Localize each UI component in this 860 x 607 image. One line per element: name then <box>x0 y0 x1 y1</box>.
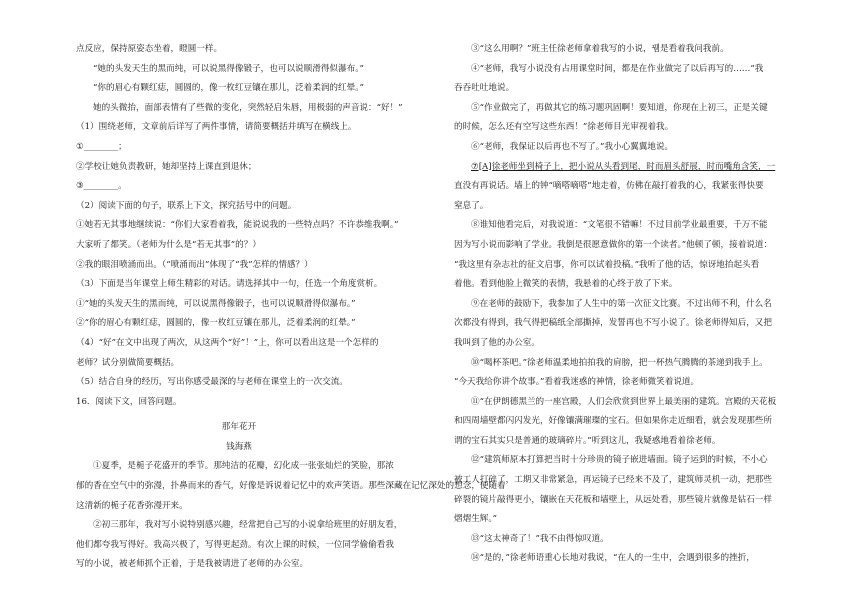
text-line: 窒息了。 <box>454 200 489 211</box>
question-1: （1）围绕老师，文章前后详写了两件事情，请简要概括并填写在横线上。 <box>76 122 357 133</box>
right-column <box>454 40 784 569</box>
question-3: （3）下面是当年课堂上师生精彩的对话。请选择其中一句，任选一个角度赏析。 <box>76 279 383 290</box>
paragraph-4: ④“老师，我写小说没有占用课堂时间，都是在作业做完了以后再写的……”我 <box>471 63 764 74</box>
text-line: 老师？试分别做简要概括。 <box>76 357 180 368</box>
text-line: 的时候，怎么还有空写这些东西！”徐老师目光审视着我。 <box>454 122 674 133</box>
question-16: 16．阅读下文，回答问题。 <box>76 396 182 407</box>
text-line: 因为写小说而影响了学业。我倒是很愿意做你的第一个读者。”他顿了顿，接着说道： <box>454 239 773 250</box>
text-line: “她的头发天生的黑而纯，可以说黑得像锻子，也可以说顺滑得似瀑布。” <box>93 63 364 74</box>
text-line: “我这里有杂志社的征文启事，你可以试着投稿。”我听了他的话，惊讶地抬起头看 <box>454 259 760 270</box>
paragraph-2: ②初三那年，我对写小说特别感兴趣，经常把自己写的小说拿给班里的好朋友看， <box>93 520 403 531</box>
text-line: 写的小说，被老师抓个正着，于是我被请进了老师的办公室。 <box>76 559 309 570</box>
question-4: （4）“好”在文中出现了两次，从这两个“好”！”上，你可以看出这是一个怎样的 <box>76 337 379 348</box>
paragraph-10: ⑩“喝杯茶吧。”徐老师温柔地拍拍我的肩膀，把一杯热气腾腾的茶递到我手上。 <box>471 357 768 368</box>
text-line: ②我的眼泪喷涌而出。（“喷涌而出”体现了“我”怎样的情感？） <box>76 259 313 270</box>
answer-blank-3: ③________。 <box>76 181 127 192</box>
paragraph-14: ⑭“是的，”徐老师语重心长地对我说，“在人的一生中，会遇到很多的挫折， <box>471 553 755 564</box>
text-line: 她的头微抬，面部表情有了些微的变化，突然轻启朱唇，用极弱的声音说：“好！” <box>93 102 403 113</box>
text-line: 和四周墙壁都闪闪发光，好像镶满璀璨的宝石。但如果你走近细看，就会发现那些所 <box>454 416 772 427</box>
text-line: ①她若无其事地继续说：“你们大家看着我，能说说我的一些特点吗？不许恭维我啊。” <box>76 220 399 231</box>
paragraph-7-underlined: ⑦[A]徐老师坐到椅子上，把小说从头看到尾，时而眉头舒展，时而嘴角含笑，一 <box>471 161 776 172</box>
text-line: 这清新的栀子花香弥漫开来。 <box>76 500 188 511</box>
article-title: 那年花开 <box>221 422 257 433</box>
text-line: ①“她的头发天生的黑而纯，可以说黑得像锻子，也可以说顺滑得似瀑布。” <box>76 298 356 309</box>
text-line: 碎裂的镜片敲得更小，镶嵌在天花板和墙壁上，从远处看，那些镜片就像是钻石一样 <box>454 494 772 505</box>
text-line: 次都没有得到，我气得把稿纸全部撕掉，发誓再也不写小说了。徐老师得知后，又把 <box>454 318 772 329</box>
paragraph-11: ⑪“在伊朗德黑兰的一座宫殿，人们会欣赏到世界上最美丽的建筑。宫殿的天花板 <box>471 396 777 407</box>
text-line: “今天我给你讲个故事。”看着我迷惑的神情，徐老师微笑着说道。 <box>454 377 700 388</box>
paragraph-3: ③“这么用啊？”班主任徐老师拿着我写的小说，뀀是看着我问我前。 <box>471 44 729 54</box>
question-5: （5）结合自身的经历，写出你感受最深的与老师在课堂上的一次交流。 <box>76 377 348 388</box>
text-line: “你的眉心有颗红痣，圆圆的，像一枚红豆镶在那儿，泛着柔润的红晕。” <box>93 83 364 94</box>
paragraph-5: ⑤“作业做完了，再做其它的练习题巩固啊！要知道，你现在上初三，正是关键 <box>471 102 768 113</box>
text-line: ②学校让她负责教研，她却坚持上课直到退休； <box>76 161 257 172</box>
paragraph-13: ⑬“这太神奇了！”我不由得惊叹道。 <box>471 533 609 544</box>
text-line: 被工人打碎了，工期又非常紧急，再运镜子已经来不及了，建筑师灵机一动，把那些 <box>454 475 772 486</box>
text-line: 我叫到了他的办公室。 <box>454 337 540 348</box>
text-line: 熠熠生辉。” <box>454 514 498 525</box>
paragraph-12: ⑫“建筑师原本打算把当时十分珍贵的镜子嵌进墙面。镜子运到的时候，不小心 <box>471 455 768 466</box>
paragraph-6: ⑥“老师，我保证以后再也不写了。”我小心翼翼地说。 <box>471 141 674 152</box>
paragraph-9: ⑨在老师的鼓励下，我参加了人生中的第一次征文比赛。不过出师不利，什么名 <box>471 298 772 309</box>
text-line: 谓的宝石其实只是普通的玻璃碎片。”听到这儿，我疑惑地看着徐老师。 <box>454 435 721 446</box>
article-author: 钱海燕 <box>226 441 252 452</box>
text-line: 点反应，保持原姿态坐着，瞪圆一样。 <box>76 44 223 54</box>
text-line: 大家听了都笑。（老师为什么是“若无其事”的？） <box>76 239 261 250</box>
text-line: 他们都夸我写得好。我高兴极了，写得更起劲。有次上课的时候，一位同学偷偷看我 <box>76 539 394 550</box>
paragraph-8: ⑧谁知他看完后，对我说道：“文笔很不错嘛！不过目前学业最重要，千万不能 <box>471 220 768 231</box>
text-line: 着他。看到他脸上微笑的表情，我悬着的心终于放了下来。 <box>454 279 678 290</box>
text-line: ②“你的眉心有颗红痣，圆圆的，像一枚红豆镶在那儿，泛着柔润的红晕。” <box>76 318 356 329</box>
text-line: 郁的香在空气中的弥漫，扑鼻而来的香气，好像是诉说着记忆中的欢声笑语。那些深藏在记忆深处的想念，便随着 <box>76 481 506 492</box>
text-line: 吞吞吐吐地说。 <box>454 83 515 94</box>
answer-blank-1: ①________； <box>76 141 127 152</box>
paragraph-1: ①夏季，是栀子花盛开的季节。那纯洁的花瓣，幻化成一张张灿烂的笑脸，那浓 <box>93 461 394 472</box>
question-2: （2）阅读下面的句子，联系上下文，探究括号中的问题。 <box>76 200 297 211</box>
text-line: 直没有再说话。墙上的钟“嘀嗒嘀嗒”地走着，仿佛在敲打着我的心，我紧张得快要 <box>454 181 764 192</box>
